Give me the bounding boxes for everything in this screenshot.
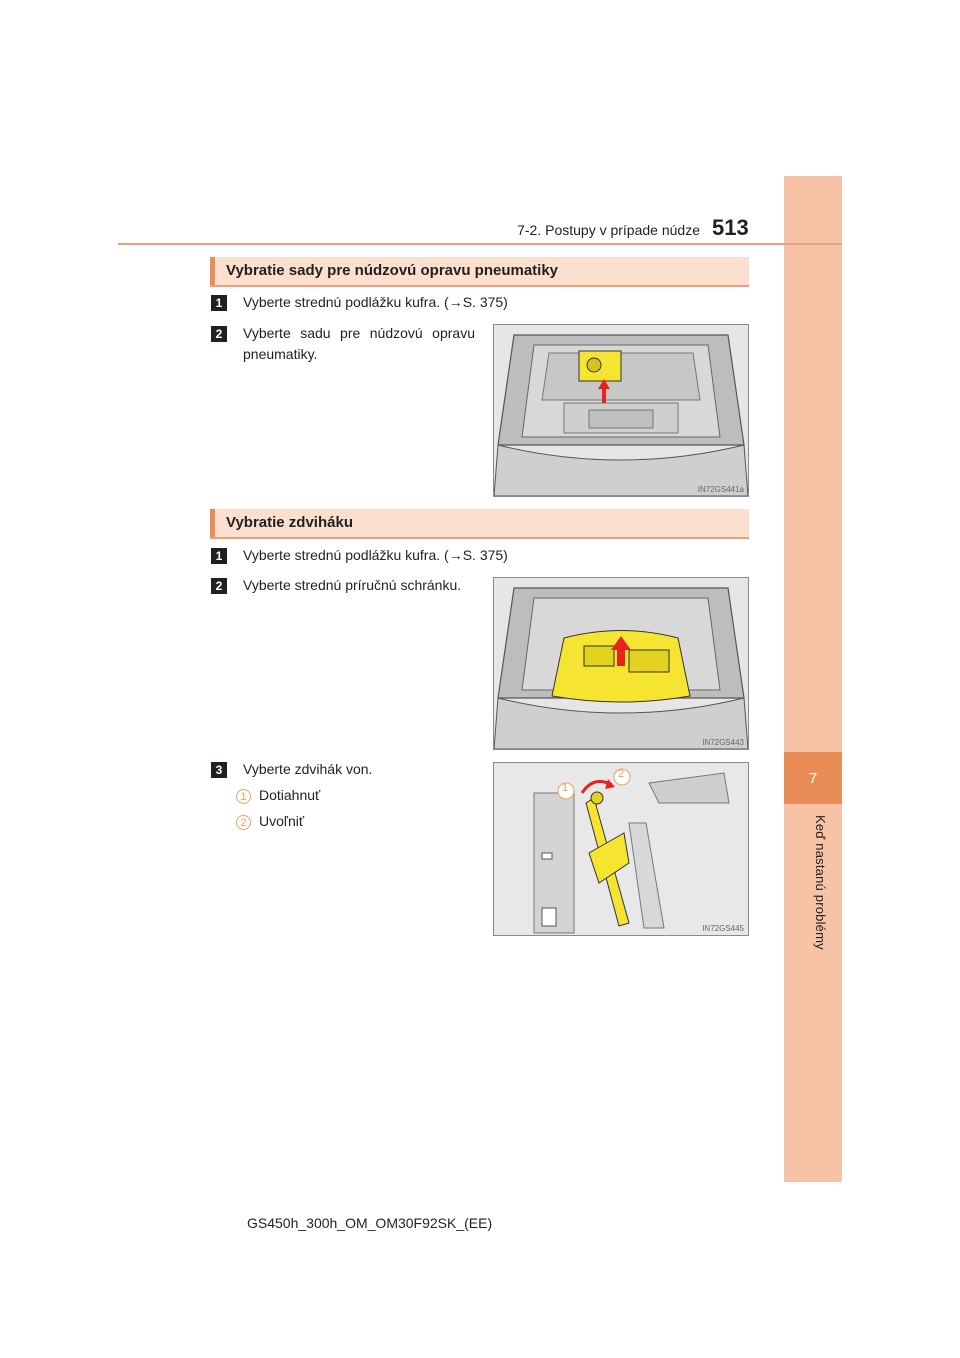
step-number: 2 — [211, 326, 227, 342]
legend-text: Uvoľniť — [259, 813, 305, 829]
header-rule — [118, 243, 842, 245]
trunk-illustration-repair-kit — [493, 324, 749, 497]
step-text: Vyberte strednú podlážku kufra. (→S. 375) — [243, 294, 508, 310]
step-text: Vyberte strednú príručnú schránku. — [243, 577, 462, 593]
page-number: 513 — [712, 215, 749, 240]
step-number: 3 — [211, 762, 227, 778]
chapter-number: 7 — [808, 769, 818, 787]
step-text: Vyberte zdvihák von. — [243, 761, 373, 777]
header-section-title: 7-2. Postupy v prípade núdze — [517, 222, 700, 238]
step-number: 1 — [211, 548, 227, 564]
section-heading-jack — [210, 509, 749, 539]
section-heading-tire-repair-kit — [210, 257, 749, 287]
step-number: 2 — [211, 578, 227, 594]
figure-code: IN72GS441a — [697, 485, 744, 494]
document-code: GS450h_300h_OM_OM30F92SK_(EE) — [247, 1215, 493, 1231]
step-number: 1 — [211, 295, 227, 311]
section-title: Vybratie zdviháku — [226, 514, 353, 531]
section-title: Vybratie sady pre núdzovú opravu pneumatiky — [226, 262, 559, 279]
legend-number: 2 — [236, 815, 251, 830]
step-text: Vyberte sadu pre núdzovú opravu pneumatiky. — [243, 325, 475, 362]
chapter-side-tab — [784, 176, 842, 1182]
figure-code: IN72GS445 — [702, 924, 744, 933]
callout-2: 2 — [618, 768, 625, 780]
jack-illustration — [493, 762, 749, 936]
chapter-title: Keď nastanú problémy — [813, 815, 828, 950]
step-text: Vyberte strednú podlážku kufra. (→S. 375) — [243, 547, 508, 563]
legend-number: 1 — [236, 789, 251, 804]
trunk-illustration-storage-box — [493, 577, 749, 750]
figure-code: IN72GS443 — [702, 738, 744, 747]
callout-1: 1 — [562, 782, 569, 794]
legend-text: Dotiahnuť — [259, 787, 321, 803]
